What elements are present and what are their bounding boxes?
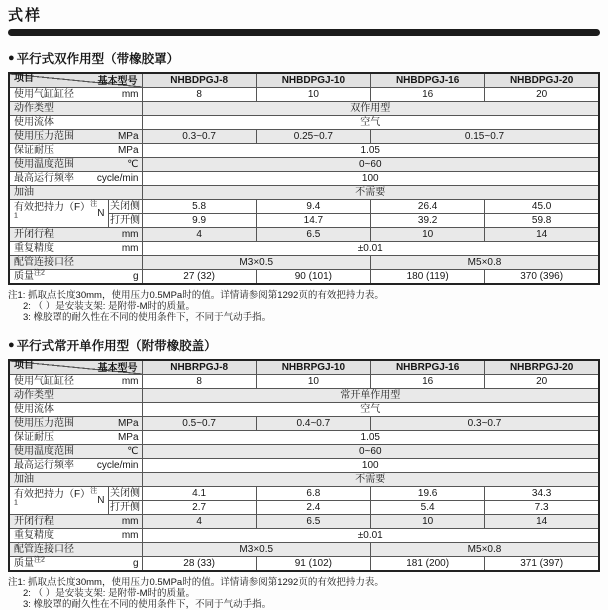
cell-value: 1.05 xyxy=(142,431,599,445)
row-fluid xyxy=(9,403,599,417)
cell-value: 91 (102) xyxy=(256,557,370,572)
row-temperature-range xyxy=(9,158,599,172)
note-line: 注1: 抓取点长度30mm，使用压力0.5MPa时的值。详情请参阅第1292页的有效把持力表。 xyxy=(8,577,384,588)
row-label: 使用流体 xyxy=(9,116,142,130)
cell-value: 0.3~0.7 xyxy=(142,130,256,144)
cell-value: 10 xyxy=(371,515,485,529)
cell-value: 0~60 xyxy=(142,445,599,459)
cell-value: 6.8 xyxy=(256,487,370,501)
row-repeatability xyxy=(9,242,599,256)
model-header: NHBDPGJ-16 xyxy=(371,73,485,88)
cell-value: 4.1 xyxy=(142,487,256,501)
row-label: 加油 xyxy=(9,473,142,487)
cell-value: 空气 xyxy=(142,116,599,130)
corner-label-item: 项目 xyxy=(14,360,34,371)
row-label: 最高运行频率 cycle/min xyxy=(9,459,142,473)
row-mass xyxy=(9,557,599,572)
cell-value: 14 xyxy=(485,515,599,529)
corner-label-model: 基本型号 xyxy=(97,363,138,374)
cell-value: 8 xyxy=(142,88,256,102)
cell-value: 10 xyxy=(256,88,370,102)
row-action-type xyxy=(9,389,599,403)
cell-value: ±0.01 xyxy=(142,529,599,543)
row-pressure-range xyxy=(9,130,599,144)
grip-side-label: 打开侧 xyxy=(110,214,140,226)
grip-side-label: 关闭侧 xyxy=(110,200,140,212)
row-label: 使用压力范围 MPa xyxy=(9,130,142,144)
row-label: 使用温度范围 ℃ xyxy=(9,158,142,172)
note-line: 2: （ ）是安装支架: 是附带-M时的质量。 xyxy=(23,588,196,599)
cell-value: 不需要 xyxy=(142,186,599,200)
note-line: 2: （ ）是安装支架: 是附带-M时的质量。 xyxy=(23,301,196,312)
cell-value: 空气 xyxy=(142,403,599,417)
row-fluid xyxy=(9,116,599,130)
row-label: 使用流体 xyxy=(9,403,142,417)
cell-value: 45.0 xyxy=(485,200,599,214)
cell-value: 16 xyxy=(371,88,485,102)
row-stroke xyxy=(9,228,599,242)
header-row xyxy=(9,73,599,88)
cell-value: 59.8 xyxy=(485,214,599,228)
header-row xyxy=(9,360,599,375)
row-label: 开闭行程 mm xyxy=(9,228,142,242)
cell-value: 10 xyxy=(371,228,485,242)
cell-value: 2.7 xyxy=(142,501,256,515)
row-label: 质量$^{注2}$ g xyxy=(9,557,142,572)
row-proof-pressure xyxy=(9,144,599,158)
cell-value: 100 xyxy=(142,459,599,473)
cell-value: 1.05 xyxy=(142,144,599,158)
cell-value: 双作用型 xyxy=(142,102,599,116)
row-temperature-range xyxy=(9,445,599,459)
section-title-single-acting xyxy=(8,336,600,354)
cell-value: 34.3 xyxy=(485,487,599,501)
row-lubrication xyxy=(9,473,599,487)
section-title-text: 平行式常开单作用型（附带橡胶盖） xyxy=(16,339,217,353)
cell-value: 20 xyxy=(485,375,599,389)
cell-value: 6.5 xyxy=(256,228,370,242)
title-divider-bar xyxy=(8,29,600,36)
row-label: 保证耐压 MPa xyxy=(9,431,142,445)
cell-value: 90 (101) xyxy=(256,270,370,285)
model-header: NHBDPGJ-10 xyxy=(256,73,370,88)
row-label: 重复精度 mm xyxy=(9,242,142,256)
row-label: 使用气缸缸径 mm xyxy=(9,88,142,102)
row-pressure-range xyxy=(9,417,599,431)
cell-value: 27 (32) xyxy=(142,270,256,285)
grip-side-label: 打开侧 xyxy=(110,501,140,513)
cell-value: 181 (200) xyxy=(371,557,485,572)
cell-value: 6.5 xyxy=(256,515,370,529)
cell-value: 100 xyxy=(142,172,599,186)
cell-value: 0~60 xyxy=(142,158,599,172)
cell-value: 28 (33) xyxy=(142,557,256,572)
row-label: 最高运行频率 cycle/min xyxy=(9,172,142,186)
cell-value: 9.4 xyxy=(256,200,370,214)
cell-value: 4 xyxy=(142,515,256,529)
row-stroke xyxy=(9,515,599,529)
cell-value: 2.4 xyxy=(256,501,370,515)
row-proof-pressure xyxy=(9,431,599,445)
cell-value: 0.4~0.7 xyxy=(256,417,370,431)
table-corner-cell xyxy=(9,73,142,88)
row-repeatability xyxy=(9,529,599,543)
spec-table-double-acting xyxy=(8,72,600,285)
row-label: 使用气缸缸径 mm xyxy=(9,375,142,389)
cell-value: M5×0.8 xyxy=(371,543,600,557)
row-grip-force-close xyxy=(9,200,599,214)
row-label: 保证耐压 MPa xyxy=(9,144,142,158)
cell-value: 8 xyxy=(142,375,256,389)
cell-value: 16 xyxy=(371,375,485,389)
cell-value: 7.3 xyxy=(485,501,599,515)
cell-value: 0.25~0.7 xyxy=(256,130,370,144)
row-label: 有效把持力$(F)^{注1}$ N xyxy=(9,200,108,228)
model-header: NHBRPGJ-8 xyxy=(142,360,256,375)
model-header: NHBDPGJ-20 xyxy=(485,73,599,88)
row-max-frequency xyxy=(9,172,599,186)
row-label: 动作类型 xyxy=(9,389,142,403)
cell-value: 14 xyxy=(485,228,599,242)
table-notes xyxy=(8,290,600,323)
cell-value: M3×0.5 xyxy=(142,543,371,557)
cell-value: 4 xyxy=(142,228,256,242)
row-label: 配管连接口径 xyxy=(9,543,142,557)
cell-value: 5.4 xyxy=(371,501,485,515)
cell-value: 39.2 xyxy=(371,214,485,228)
row-lubrication xyxy=(9,186,599,200)
grip-side-label: 关闭侧 xyxy=(110,487,140,499)
cell-value: 26.4 xyxy=(371,200,485,214)
cell-value: 20 xyxy=(485,88,599,102)
note-line: 3: 橡胶罩的耐久性在不同的使用条件下，不同于气动手指。 xyxy=(23,599,272,610)
cell-value: 371 (397) xyxy=(485,557,599,572)
cell-value: 0.15~0.7 xyxy=(371,130,600,144)
model-header: NHBRPGJ-16 xyxy=(371,360,485,375)
bullet-icon: ● xyxy=(8,339,15,351)
model-header: NHBRPGJ-20 xyxy=(485,360,599,375)
cell-value: ±0.01 xyxy=(142,242,599,256)
row-label: 有效把持力$(F)^{注1}$ N xyxy=(9,487,108,515)
row-label: 配管连接口径 xyxy=(9,256,142,270)
table-corner-cell xyxy=(9,360,142,375)
cell-value: 常开单作用型 xyxy=(142,389,599,403)
model-header: NHBRPGJ-10 xyxy=(256,360,370,375)
cell-value: 9.9 xyxy=(142,214,256,228)
model-header: NHBDPGJ-8 xyxy=(142,73,256,88)
row-action-type xyxy=(9,102,599,116)
cell-value: 5.8 xyxy=(142,200,256,214)
cell-value: 14.7 xyxy=(256,214,370,228)
section-title-double-acting xyxy=(8,49,600,67)
cell-value: M5×0.8 xyxy=(371,256,600,270)
row-bore xyxy=(9,375,599,389)
table-notes xyxy=(8,577,600,610)
cell-value: 0.3~0.7 xyxy=(371,417,600,431)
row-label: 动作类型 xyxy=(9,102,142,116)
row-label: 质量$^{注2}$ g xyxy=(9,270,142,285)
spec-table-single-acting xyxy=(8,359,600,572)
row-mass xyxy=(9,270,599,285)
corner-label-item: 项目 xyxy=(14,73,34,84)
row-port-size xyxy=(9,256,599,270)
bullet-icon: ● xyxy=(8,52,15,64)
row-label: 使用温度范围 ℃ xyxy=(9,445,142,459)
row-max-frequency xyxy=(9,459,599,473)
row-label: 开闭行程 mm xyxy=(9,515,142,529)
row-label: 重复精度 mm xyxy=(9,529,142,543)
note-line: 3: 橡胶罩的耐久性在不同的使用条件下，不同于气动手指。 xyxy=(23,312,272,323)
cell-value: 不需要 xyxy=(142,473,599,487)
section-title-text: 平行式双作用型（带橡胶罩） xyxy=(16,52,180,66)
cell-value: 180 (119) xyxy=(371,270,485,285)
corner-label-model: 基本型号 xyxy=(97,76,138,87)
page-title: 式样 xyxy=(8,7,43,24)
cell-value: M3×0.5 xyxy=(142,256,371,270)
row-port-size xyxy=(9,543,599,557)
cell-value: 19.6 xyxy=(371,487,485,501)
row-label: 加油 xyxy=(9,186,142,200)
row-grip-force-close xyxy=(9,487,599,501)
cell-value: 370 (396) xyxy=(485,270,599,285)
cell-value: 10 xyxy=(256,375,370,389)
cell-value: 0.5~0.7 xyxy=(142,417,256,431)
note-line: 注1: 抓取点长度30mm，使用压力0.5MPa时的值。详情请参阅第1292页的有效把持力表。 xyxy=(8,290,384,301)
row-bore xyxy=(9,88,599,102)
row-label: 使用压力范围 MPa xyxy=(9,417,142,431)
